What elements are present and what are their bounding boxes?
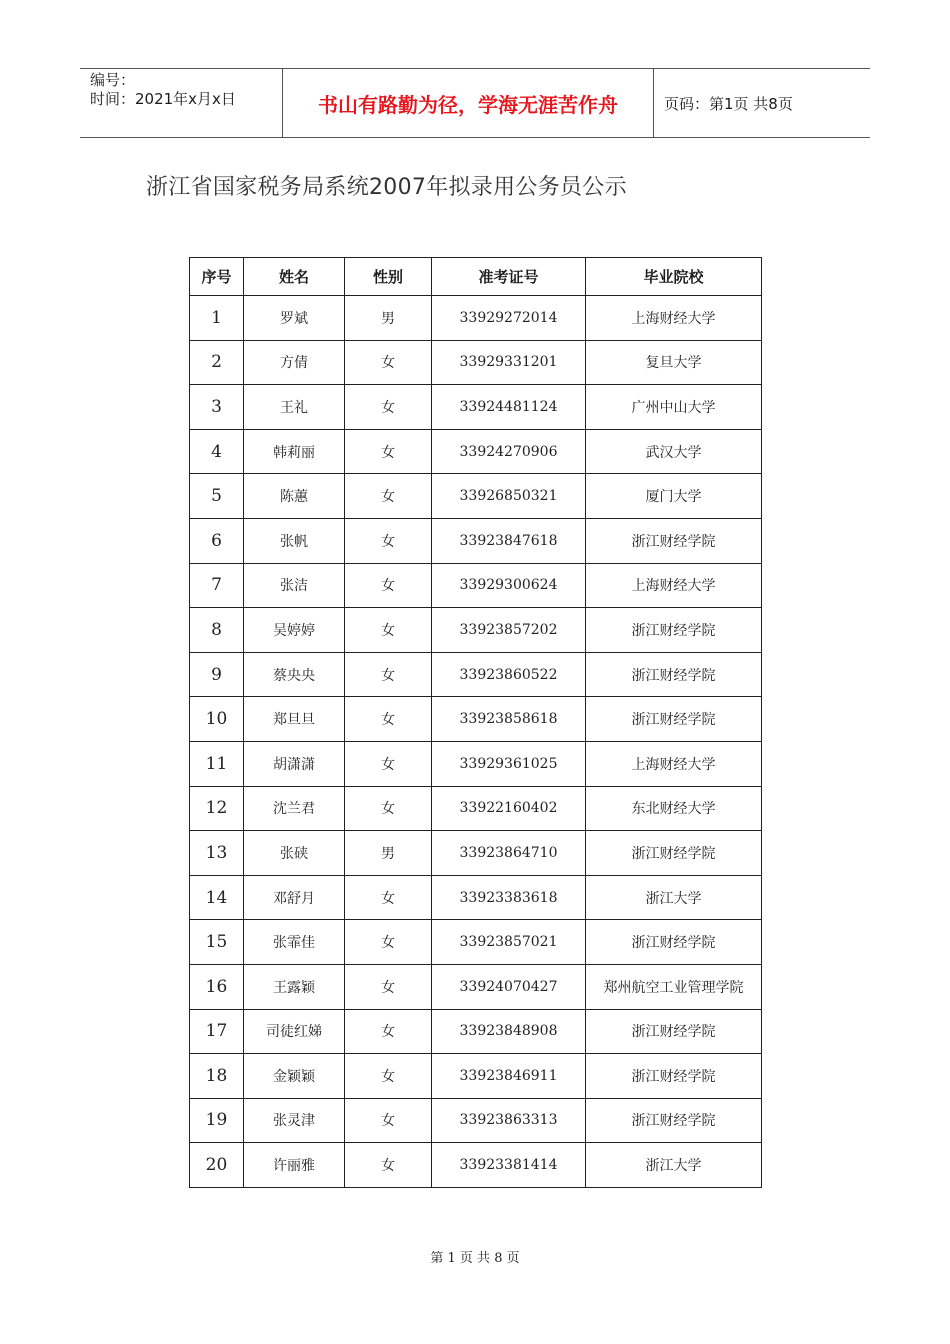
table-row xyxy=(190,1143,762,1188)
cell-school: 浙江财经学院 xyxy=(586,1054,762,1099)
cell-name: 胡潇潇 xyxy=(244,741,345,786)
cell-name: 司徒红娣 xyxy=(244,1009,345,1054)
number-label: 编号： xyxy=(90,71,136,89)
header-page-number: 页码：第1页 共8页 xyxy=(664,94,793,113)
cell-name: 许丽雅 xyxy=(244,1143,345,1188)
cell-school: 东北财经大学 xyxy=(586,786,762,831)
cell-school: 武汉大学 xyxy=(586,429,762,474)
cell-name: 蔡央央 xyxy=(244,652,345,697)
cell-seq: 8 xyxy=(190,608,244,653)
cell-school: 浙江财经学院 xyxy=(586,1009,762,1054)
cell-school: 广州中山大学 xyxy=(586,385,762,430)
cell-gender: 女 xyxy=(345,786,432,831)
cell-gender: 女 xyxy=(345,875,432,920)
cell-seq: 2 xyxy=(190,340,244,385)
table-row xyxy=(190,1009,762,1054)
cell-name: 张霏佳 xyxy=(244,920,345,965)
time-label: 时间：2021年x月x日 xyxy=(90,90,236,108)
cell-exam-id: 33923857202 xyxy=(432,608,586,653)
cell-exam-id: 33923847618 xyxy=(432,518,586,563)
cell-name: 王礼 xyxy=(244,385,345,430)
cell-name: 邓舒月 xyxy=(244,875,345,920)
table-row xyxy=(190,920,762,965)
cell-name: 张洁 xyxy=(244,563,345,608)
cell-school: 浙江财经学院 xyxy=(586,608,762,653)
cell-gender: 女 xyxy=(345,1098,432,1143)
cell-seq: 14 xyxy=(190,875,244,920)
cell-gender: 女 xyxy=(345,652,432,697)
cell-exam-id: 33923858618 xyxy=(432,697,586,742)
cell-name: 张帆 xyxy=(244,518,345,563)
cell-seq: 16 xyxy=(190,964,244,1009)
cell-name: 郑旦旦 xyxy=(244,697,345,742)
cell-exam-id: 33924070427 xyxy=(432,964,586,1009)
cell-gender: 女 xyxy=(345,340,432,385)
cell-name: 金颖颖 xyxy=(244,1054,345,1099)
cell-name: 方倩 xyxy=(244,340,345,385)
cell-gender: 女 xyxy=(345,1143,432,1188)
table-row xyxy=(190,518,762,563)
cell-exam-id: 33923383618 xyxy=(432,875,586,920)
cell-seq: 10 xyxy=(190,697,244,742)
cell-exam-id: 33923381414 xyxy=(432,1143,586,1188)
table-row xyxy=(190,296,762,341)
table-row xyxy=(190,563,762,608)
cell-exam-id: 33923857021 xyxy=(432,920,586,965)
cell-school: 郑州航空工业管理学院 xyxy=(586,964,762,1009)
cell-school: 浙江财经学院 xyxy=(586,652,762,697)
cell-gender: 女 xyxy=(345,964,432,1009)
cell-name: 罗斌 xyxy=(244,296,345,341)
table-header-row xyxy=(190,258,762,296)
cell-seq: 20 xyxy=(190,1143,244,1188)
header-motto: 书山有路勤为径，学海无涯苦作舟 xyxy=(282,69,654,137)
header-meta xyxy=(80,69,282,137)
cell-school: 浙江财经学院 xyxy=(586,1098,762,1143)
cell-exam-id: 33929331201 xyxy=(432,340,586,385)
cell-exam-id: 33923863313 xyxy=(432,1098,586,1143)
cell-school: 厦门大学 xyxy=(586,474,762,519)
page-footer: 第 1 页 共 8 页 xyxy=(430,1251,520,1266)
cell-name: 王露颖 xyxy=(244,964,345,1009)
cell-school: 上海财经大学 xyxy=(586,563,762,608)
cell-name: 陈蕙 xyxy=(244,474,345,519)
cell-seq: 6 xyxy=(190,518,244,563)
cell-school: 浙江大学 xyxy=(586,1143,762,1188)
cell-exam-id: 33926850321 xyxy=(432,474,586,519)
cell-exam-id: 33929361025 xyxy=(432,741,586,786)
cell-gender: 女 xyxy=(345,608,432,653)
cell-gender: 女 xyxy=(345,1054,432,1099)
table-row xyxy=(190,697,762,742)
cell-exam-id: 33929300624 xyxy=(432,563,586,608)
cell-school: 复旦大学 xyxy=(586,340,762,385)
cell-seq: 3 xyxy=(190,385,244,430)
cell-gender: 男 xyxy=(345,296,432,341)
cell-seq: 19 xyxy=(190,1098,244,1143)
cell-seq: 4 xyxy=(190,429,244,474)
cell-gender: 女 xyxy=(345,474,432,519)
cell-gender: 女 xyxy=(345,920,432,965)
column-header-school: 毕业院校 xyxy=(586,258,762,296)
candidate-table xyxy=(189,257,762,1188)
cell-name: 韩莉丽 xyxy=(244,429,345,474)
table-row xyxy=(190,1098,762,1143)
table-row xyxy=(190,652,762,697)
cell-seq: 7 xyxy=(190,563,244,608)
table-row xyxy=(190,741,762,786)
cell-school: 浙江财经学院 xyxy=(586,920,762,965)
column-header-exam-id: 准考证号 xyxy=(432,258,586,296)
table-row xyxy=(190,875,762,920)
cell-name: 吴婷婷 xyxy=(244,608,345,653)
table-row xyxy=(190,831,762,876)
cell-exam-id: 33924270906 xyxy=(432,429,586,474)
column-header-name: 姓名 xyxy=(244,258,345,296)
cell-gender: 女 xyxy=(345,429,432,474)
table-row xyxy=(190,786,762,831)
cell-gender: 男 xyxy=(345,831,432,876)
table-row xyxy=(190,385,762,430)
table-row xyxy=(190,429,762,474)
cell-seq: 13 xyxy=(190,831,244,876)
cell-seq: 12 xyxy=(190,786,244,831)
cell-gender: 女 xyxy=(345,697,432,742)
table-row xyxy=(190,474,762,519)
cell-name: 张灵津 xyxy=(244,1098,345,1143)
cell-school: 上海财经大学 xyxy=(586,741,762,786)
cell-exam-id: 33923864710 xyxy=(432,831,586,876)
cell-exam-id: 33923848908 xyxy=(432,1009,586,1054)
cell-school: 浙江财经学院 xyxy=(586,518,762,563)
cell-school: 浙江财经学院 xyxy=(586,831,762,876)
cell-exam-id: 33924481124 xyxy=(432,385,586,430)
cell-name: 张硖 xyxy=(244,831,345,876)
cell-gender: 女 xyxy=(345,385,432,430)
table-row xyxy=(190,1054,762,1099)
column-header-seq: 序号 xyxy=(190,258,244,296)
cell-school: 浙江财经学院 xyxy=(586,697,762,742)
cell-exam-id: 33923846911 xyxy=(432,1054,586,1099)
page-header xyxy=(80,68,870,138)
cell-gender: 女 xyxy=(345,741,432,786)
cell-name: 沈兰君 xyxy=(244,786,345,831)
cell-exam-id: 33929272014 xyxy=(432,296,586,341)
table-row xyxy=(190,340,762,385)
cell-exam-id: 33922160402 xyxy=(432,786,586,831)
column-header-gender: 性别 xyxy=(345,258,432,296)
cell-seq: 11 xyxy=(190,741,244,786)
document-title: 浙江省国家税务局系统2007年拟录用公务员公示 xyxy=(146,175,627,200)
cell-seq: 1 xyxy=(190,296,244,341)
cell-seq: 18 xyxy=(190,1054,244,1099)
cell-seq: 5 xyxy=(190,474,244,519)
table-row xyxy=(190,964,762,1009)
cell-seq: 15 xyxy=(190,920,244,965)
cell-exam-id: 33923860522 xyxy=(432,652,586,697)
cell-gender: 女 xyxy=(345,518,432,563)
table-row xyxy=(190,608,762,653)
cell-gender: 女 xyxy=(345,563,432,608)
cell-school: 浙江大学 xyxy=(586,875,762,920)
cell-gender: 女 xyxy=(345,1009,432,1054)
cell-seq: 17 xyxy=(190,1009,244,1054)
cell-school: 上海财经大学 xyxy=(586,296,762,341)
cell-seq: 9 xyxy=(190,652,244,697)
